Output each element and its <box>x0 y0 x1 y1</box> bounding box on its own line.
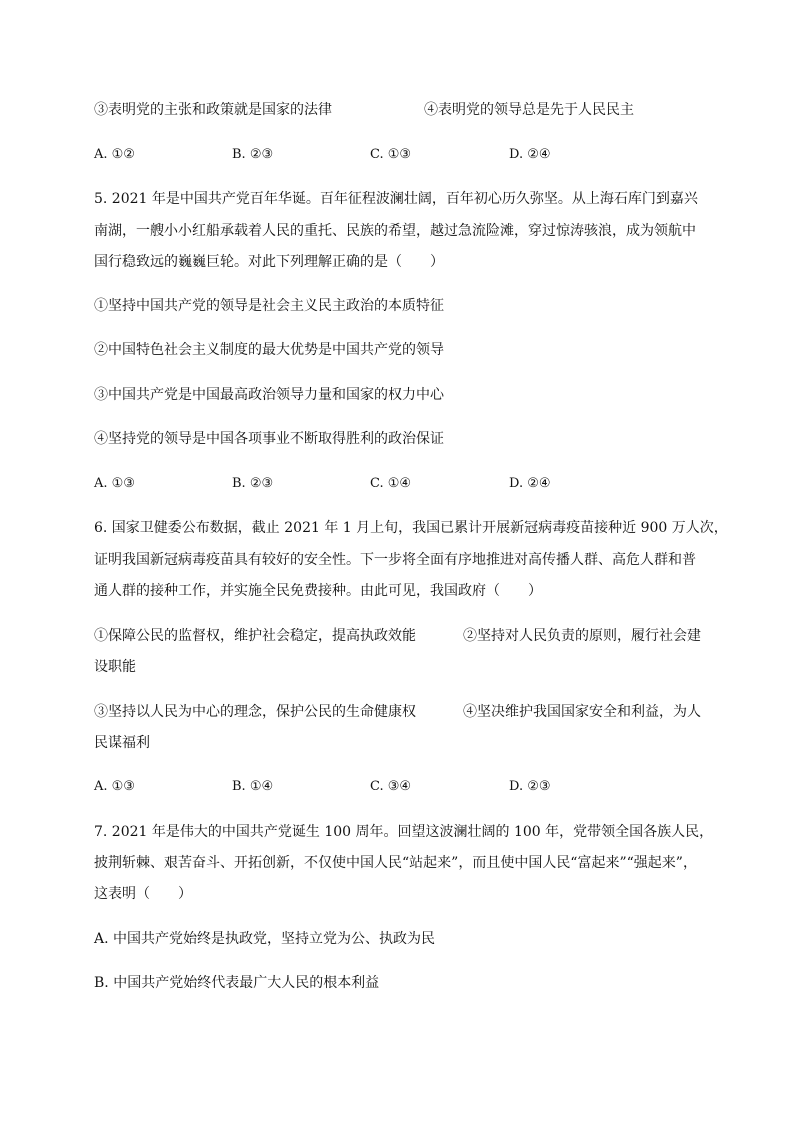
q7-stem-line-2: 披荆斩棘、艰苦奋斗、开拓创新，不仅使中国人民“站起来”，而且使中国人民“富起来”“强起来”， <box>94 855 697 871</box>
q5-stem-line-1: 5. 2021 年是中国共产党百年华诞。百年征程波澜壮阔，百年初心历久弥坚。从上海石库门到嘉兴 <box>94 191 698 207</box>
q5-option-b: B. ②③ <box>232 476 274 491</box>
q6-item-4: ④坚决维护我国国家安全和利益，为人 <box>463 704 701 720</box>
q6-item-3: ③坚持以人民为中心的理念，保护公民的生命健康权 <box>94 704 416 720</box>
q6-item-2: ②坚持对人民负责的原则，履行社会建 <box>463 628 701 644</box>
q6-item-1: ①保障公民的监督权，维护社会稳定，提高执政效能 <box>94 628 416 644</box>
q7-option-a: A. 中国共产党始终是执政党，坚持立党为公、执政为民 <box>94 931 436 947</box>
q6-option-c: C. ③④ <box>370 779 412 794</box>
q5-stem-line-2: 南湖，一艘小小红船承载着人民的重托、民族的希望，越过急流险滩，穿过惊涛骇浪，成为领航中 <box>94 223 696 239</box>
q5-item-1: ①坚持中国共产党的领导是社会主义民主政治的本质特征 <box>94 298 444 314</box>
q7-option-b: B. 中国共产党始终代表最广大人民的根本利益 <box>94 975 380 991</box>
q5-item-2: ②中国特色社会主义制度的最大优势是中国共产党的领导 <box>94 342 444 358</box>
q4-item-3: ③表明党的主张和政策就是国家的法律 <box>94 102 332 118</box>
q4-option-b: B. ②③ <box>232 147 274 162</box>
q5-item-4: ④坚持党的领导是中国各项事业不断取得胜利的政治保证 <box>94 431 444 447</box>
q5-option-d: D. ②④ <box>509 476 551 491</box>
q5-option-c: C. ①④ <box>370 476 412 491</box>
q5-option-a: A. ①③ <box>94 476 135 491</box>
q7-stem-line-3: 这表明（ ） <box>94 886 192 902</box>
q6-stem-line-2: 证明我国新冠病毒疫苗具有较好的安全性。下一步将全面有序地推进对高传播人群、高危人群和普 <box>94 552 696 568</box>
q4-option-d: D. ②④ <box>509 147 551 162</box>
q6-item-4-continued: 民谋福利 <box>94 735 150 751</box>
q6-item-2-continued: 设职能 <box>94 659 136 675</box>
q4-item-4: ④表明党的领导总是先于人民民主 <box>424 102 634 118</box>
q6-stem-line-3: 通人群的接种工作，并实施全民免费接种。由此可见，我国政府（ ） <box>94 583 542 599</box>
q5-stem-line-3: 国行稳致远的巍巍巨轮。对此下列理解正确的是（ ） <box>94 254 444 270</box>
q4-option-c: C. ①③ <box>370 147 412 162</box>
q4-option-a: A. ①② <box>94 147 135 162</box>
q6-stem-line-1: 6. 国家卫健委公布数据，截止 2021 年 1 月上旬，我国已累计开展新冠病毒疫苗接种近 900 万人次， <box>94 520 728 536</box>
q7-stem-line-1: 7. 2021 年是伟大的中国共产党诞生 100 周年。回望这波澜壮阔的 100 年，党带领全国各族人民， <box>94 824 714 840</box>
q6-option-a: A. ①③ <box>94 779 135 794</box>
q6-option-d: D. ②③ <box>509 779 551 794</box>
q6-option-b: B. ①④ <box>232 779 274 794</box>
q5-item-3: ③中国共产党是中国最高政治领导力量和国家的权力中心 <box>94 387 444 403</box>
